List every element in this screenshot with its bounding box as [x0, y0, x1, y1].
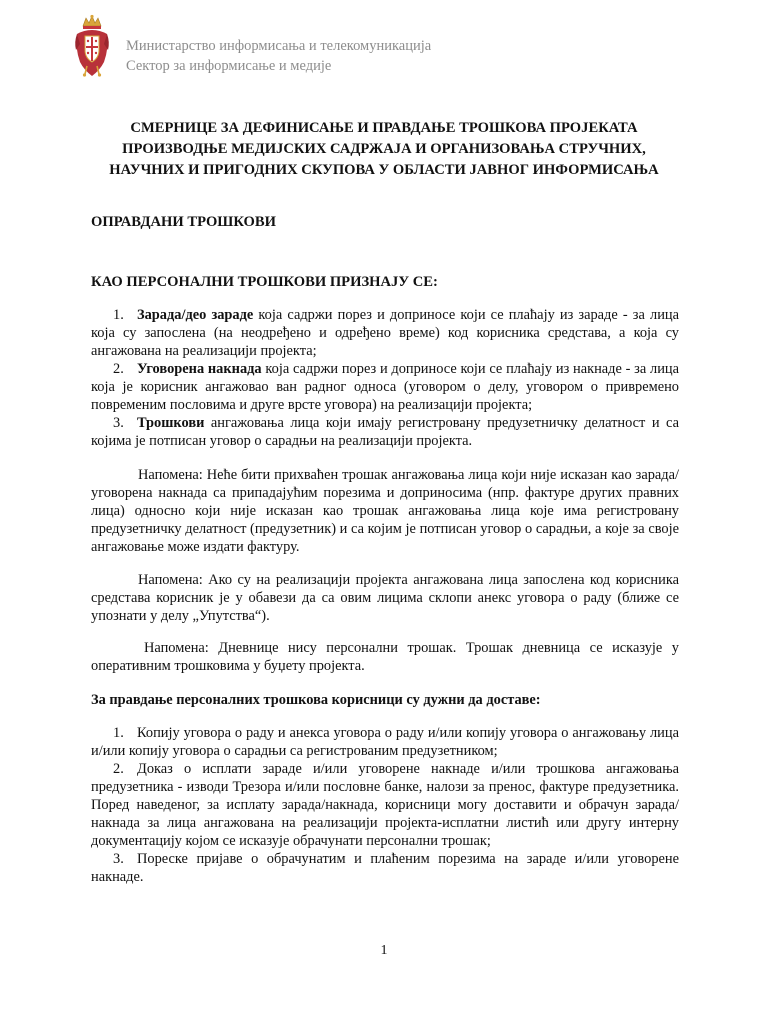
item-number: 1. — [113, 725, 124, 741]
personnel-cost-list — [91, 306, 679, 450]
list-item — [91, 306, 679, 360]
item-text-continued: предузетника - изводи Трезора и/или пословне банке, налози за пренос, фактуре предузетника. Поред наведеног, за исплату зарада/накнада, корисници могу доставити и обрачун зарада/накнада за лица ангажована на реализацији пројекта-исплатни листић или другу интерну документацију којом се исказује обрачунати персонални трошак; — [91, 779, 679, 849]
list-item — [91, 850, 679, 886]
ministry-name — [126, 36, 546, 76]
item-bold-term: Зарада/део зараде — [137, 307, 254, 323]
item-number: 1. — [113, 307, 124, 323]
item-text: која садржи порез и доприносе који се плаћају из накнаде - за — [261, 361, 647, 377]
item-number: 3. — [113, 415, 124, 431]
item-bold-term: Трошкови — [137, 415, 205, 431]
item-text: Пореске пријаве о обрачунатим и плаћеним порезима на зараде и/или уговорене — [137, 851, 679, 867]
serbian-coat-of-arms-icon — [74, 14, 110, 84]
item-text-continued: накнаде. — [91, 869, 144, 885]
note-text: Напомена: Неће бити прихваћен трошак ангажовања лица који није исказан као зарада/уговорена накнада са припадајућим порезима и доприносима (нпр. фактуре других правних лица) односно који није исказан као трошак ангажовања лица које има регистровану предузетничку делатност (предузетник) и са којим је потписан уговор о сарадњи, а које за своје ангажовање може издати фактуру. — [91, 467, 679, 555]
note-text: Напомена: Ако су на реализацији пројекта ангажована лица запослена код корисника средстава корисник је у обавези да са овим лицима склопи анекс уговора о раду (ближе се упознати у делу „Упутства“). — [91, 572, 679, 624]
page-number: 1 — [380, 943, 388, 958]
ministry-line-2: Сектор за информисање и медије — [126, 58, 332, 74]
item-text-continued: лица која је корисник ангажовао ван радног односа (уговором о делу, уговором о привремено повременим пословима и друге врсте уговора) на реализацији пројекта; — [91, 361, 680, 413]
title-line-3: НАУЧНИХ И ПРИГОДНИХ СКУПОВА У ОБЛАСТИ ЈАВНОГ ИНФОРМИСАЊА — [109, 162, 659, 178]
item-text: Копију уговора о раду и анекса уговора о раду и/или копију уговора о ангажовању — [137, 725, 647, 741]
list-item — [91, 724, 679, 760]
heading-justified-costs: ОПРАВДАНИ ТРОШКОВИ — [91, 214, 276, 230]
item-text: која садржи порез и доприносе који се плаћају из зараде - за лица — [253, 307, 679, 323]
list-item — [91, 360, 679, 414]
note-paragraph — [91, 466, 679, 556]
ministry-line-1: Министарство информисања и телекомуникација — [126, 38, 432, 54]
document-title — [80, 118, 688, 181]
item-number: 2. — [113, 761, 124, 777]
documents-heading: За правдање персоналних трошкова корисници су дужни да доставе: — [91, 692, 541, 708]
heading-personnel-costs: КАО ПЕРСОНАЛНИ ТРОШКОВИ ПРИЗНАЈУ СЕ: — [91, 274, 438, 290]
item-text-continued: која су запослена (на неодређено и одређено време) код корисника средстава, а која су ангажована на реализацији пројекта; — [91, 325, 679, 359]
note-paragraph — [91, 571, 679, 625]
item-number: 3. — [113, 851, 124, 867]
item-text-continued: лица и/или копију уговора о сарадњи са регистрованим предузетником; — [91, 725, 679, 759]
item-text-continued: којима је потписан уговор о сарадњи на реализацији пројекта. — [91, 433, 473, 449]
note-text: Напомена: Дневнице нису персонални трошак. Трошак дневница се исказује у оперативним трошковима у буџету пројекта. — [91, 640, 679, 674]
list-item — [91, 760, 679, 850]
item-number: 2. — [113, 361, 124, 377]
list-item — [91, 414, 679, 450]
item-text: Доказ о исплати зараде и/или уговорене накнаде и/или трошкова ангажовања — [137, 761, 679, 777]
title-line-1: СМЕРНИЦЕ ЗА ДЕФИНИСАЊЕ И ПРАВДАЊЕ ТРОШКОВА ПРОЈЕКАТА — [130, 120, 638, 136]
note-paragraph — [91, 639, 679, 675]
required-documents-list — [91, 724, 679, 886]
title-line-2: ПРОИЗВОДЊЕ МЕДИЈСКИХ САДРЖАЈА И ОРГАНИЗОВАЊА СТРУЧНИХ, — [122, 141, 646, 157]
item-text: ангажовања лица који имају регистровану предузетничку делатност и са — [204, 415, 679, 431]
item-bold-term: Уговорена накнада — [137, 361, 262, 377]
